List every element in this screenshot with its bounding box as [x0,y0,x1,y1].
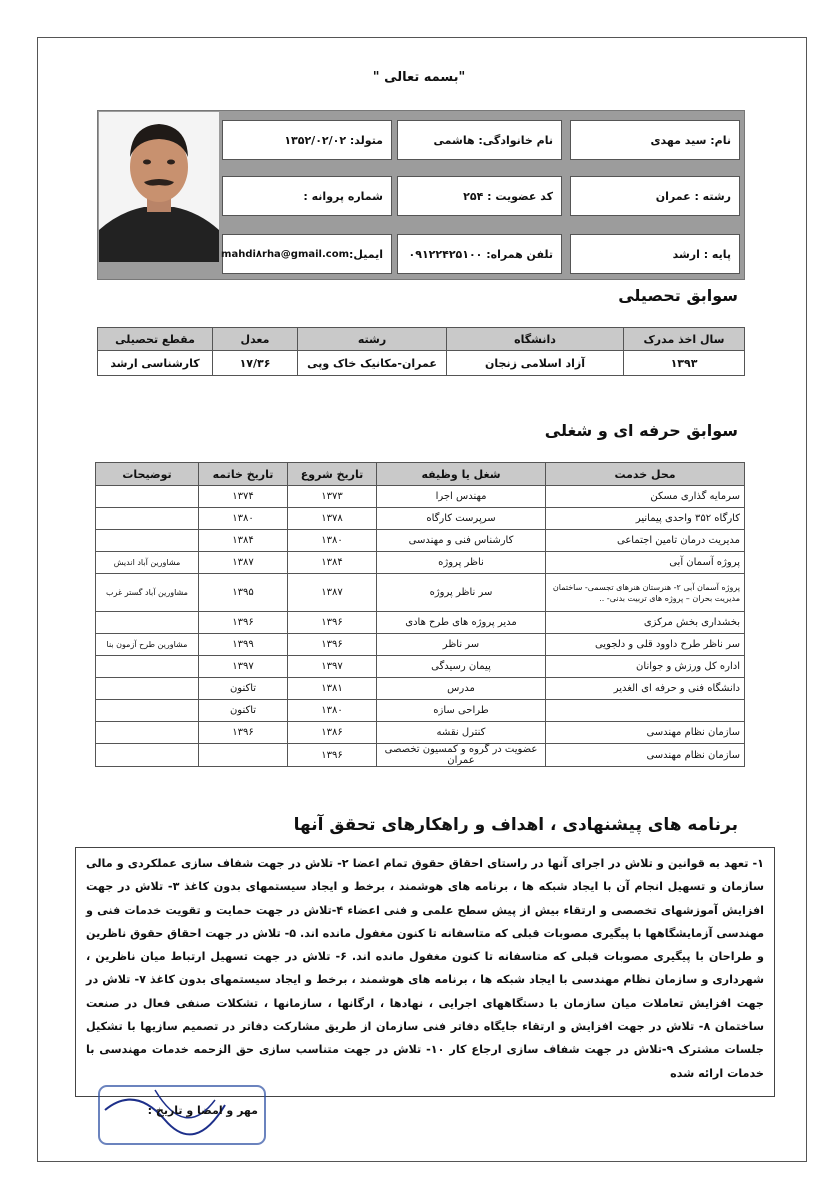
jobs-cell [96,612,199,634]
jobs-cell: پروژه آسمان آبی ۲- هنرستان هنرهای تجسمی- ساختمان مدیریت بحران – پروژه های تربیت بدنی- .. [546,574,745,612]
education-cell: کارشناسی ارشد [98,351,213,376]
education-title: سوابق تحصیلی [618,286,738,305]
jobs-cell [96,486,199,508]
jobs-cell: ۱۳۹۶ [199,612,288,634]
jobs-row [96,574,745,612]
jobs-cell: ۱۳۹۷ [288,656,377,678]
jobs-cell: ۱۳۸۴ [288,552,377,574]
jobs-cell: ۱۳۷۳ [288,486,377,508]
email-value: mahdi۸rha@gmail.com [221,248,350,260]
jobs-cell: کارشناس فنی و مهندسی [377,530,546,552]
education-header-cell: سال اخذ مدرک [624,328,745,351]
phone-field: تلفن همراه: ۰۹۱۲۲۴۲۵۱۰۰ [397,234,562,274]
jobs-cell [96,722,199,744]
goals-text: ۱- تعهد به قوانین و تلاش در اجرای آنها در راستای احقاق حقوق تمام اعضا ۲- تلاش در جهت شفاف سازی عملکردی و مالی سازمان و تسهیل انجام آن با ایجاد شبکه ها ، برنامه های هوشمند ، برخط و ایجاد سیستمهای بدون کاغذ ۳- تلاش در جهت افزایش آموزشهای تخصصی و ارتقاء بیش از پیش سطح علمی و فنی اعضاء ۴-تلاش در جهت حمایت و تقویت خدمات فنی و مهندسی آزمایشگاهها با پیگیری مصوبات قبلی که متاسفانه تا کنون مغفول مانده اند. ۵- تلاش در جهت احقاق حقوق ناظرین و طراحان با پیگیری مصوبات قبلی که متاسفانه تا کنون مغفول مانده اند. ۶- تلاش در جهت تسهیل ارتباط میان ناظرین ، شهرداری و سازمان نظام مهندسی با ایجاد شبکه ها ، برنامه های هوشمند ، برخط و ایجاد سیستمهای بدون کاغذ ۷- تلاش در جهت افزایش تعاملات میان سازمان با دستگاههای اجرایی ، نهادها ، ارگانها ، سازمانها ، تشکلات صنفی فعال در صنعت ساختمان ۸- تلاش در جهت افزایش و ارتقاء جایگاه دفاتر فنی سازمان از طریق مشارکت دفاتر در تصمیم سازیها با تشکیل جلسات مشترک ۹-تلاش در جهت شفاف سازی ارجاع کار ۱۰- تلاش در جهت متناسب سازی حق الزحمه خدمات مهندسی با خدمات ارائه شده [75,847,775,1097]
education-cell: آزاد اسلامی زنجان [447,351,624,376]
jobs-row [96,508,745,530]
profile-photo [99,112,219,262]
jobs-title: سوابق حرفه ای و شغلی [544,421,738,440]
jobs-cell: ناظر پروژه [377,552,546,574]
person-portrait-image [99,112,219,262]
jobs-cell: کارگاه ۳۵۲ واحدی پیمانیر [546,508,745,530]
jobs-cell: سرمایه گذاری مسکن [546,486,745,508]
jobs-cell: ۱۳۸۰ [199,508,288,530]
stamp-area [95,1080,270,1150]
jobs-cell: ۱۳۸۱ [288,678,377,700]
jobs-cell: بخشداری بخش مرکزی [546,612,745,634]
jobs-cell: ۱۳۹۶ [288,634,377,656]
jobs-row [96,722,745,744]
stamp-label: مهر و امضا و تاریخ : [147,1104,258,1117]
jobs-cell [96,656,199,678]
jobs-row [96,744,745,767]
jobs-cell: ۱۳۹۹ [199,634,288,656]
jobs-header-row [96,463,745,486]
jobs-cell: دانشگاه فنی و حرفه ای الغدیر [546,678,745,700]
jobs-cell: طراحی سازه [377,700,546,722]
jobs-cell: مدیریت درمان تامین اجتماعی [546,530,745,552]
education-row [98,351,745,376]
education-cell: عمران-مکانیک خاک وپی [298,351,447,376]
license-field: شماره پروانه : [222,176,392,216]
email-label: ایمیل: [349,247,383,261]
jobs-cell [96,678,199,700]
jobs-cell: تاکنون [199,678,288,700]
jobs-header-cell: تاریخ خاتمه [199,463,288,486]
education-cell: ۱۷/۳۶ [213,351,298,376]
jobs-cell: مهندس اجرا [377,486,546,508]
jobs-row [96,530,745,552]
jobs-row [96,678,745,700]
jobs-cell: ۱۳۸۴ [199,530,288,552]
jobs-cell: پیمان رسیدگی [377,656,546,678]
major-field: رشته : عمران [570,176,740,216]
jobs-cell: اداره کل ورزش و جوانان [546,656,745,678]
jobs-header-cell: شغل یا وظیفه [377,463,546,486]
jobs-header-cell: توضیحات [96,463,199,486]
birth-field: متولد: ۱۳۵۲/۰۲/۰۲ [222,120,392,160]
jobs-cell: مدرس [377,678,546,700]
jobs-cell: سر ناظر طرح داوود قلی و دلجویی [546,634,745,656]
jobs-cell: سازمان نظام مهندسی [546,722,745,744]
jobs-cell [96,530,199,552]
jobs-cell: ۱۳۸۰ [288,700,377,722]
jobs-row [96,634,745,656]
email-field [222,234,392,274]
education-header-cell: رشته [298,328,447,351]
jobs-cell: ۱۳۸۷ [199,552,288,574]
jobs-cell: سازمان نظام مهندسی [546,744,745,767]
jobs-cell: ۱۳۹۵ [199,574,288,612]
jobs-body [96,486,745,767]
degree-field: پایه : ارشد [570,234,740,274]
jobs-row [96,656,745,678]
jobs-cell: کنترل نقشه [377,722,546,744]
jobs-cell: سر ناظر پروژه [377,574,546,612]
jobs-cell [96,700,199,722]
jobs-header-cell: محل خدمت [546,463,745,486]
family-field: نام خانوادگی: هاشمی [397,120,562,160]
jobs-cell: ۱۳۹۶ [199,722,288,744]
jobs-cell: مدیر پروژه های طرح هادی [377,612,546,634]
jobs-table [95,462,745,767]
jobs-header-cell: تاریخ شروع [288,463,377,486]
jobs-cell: مشاورین آباد اندیش [96,552,199,574]
jobs-cell: ۱۳۹۷ [199,656,288,678]
jobs-cell [199,744,288,767]
education-cell: ۱۳۹۳ [624,351,745,376]
jobs-cell: عضویت در گروه و کمسیون تخصصی عمران [377,744,546,767]
jobs-row [96,612,745,634]
jobs-cell: مشاورین آباد گستر غرب [96,574,199,612]
member-code-field: کد عضویت : ۲۵۴ [397,176,562,216]
jobs-cell: پروژه آسمان آبی [546,552,745,574]
jobs-cell: ۱۳۸۷ [288,574,377,612]
name-field: نام: سید مهدی [570,120,740,160]
jobs-cell: ۱۳۷۸ [288,508,377,530]
jobs-cell [96,508,199,530]
education-table [97,327,745,376]
goals-title: برنامه های پیشنهادی ، اهداف و راهکارهای تحقق آنها [293,815,738,835]
education-header-cell: مقطع تحصیلی [98,328,213,351]
jobs-cell: ۱۳۹۶ [288,612,377,634]
jobs-cell: ۱۳۹۶ [288,744,377,767]
jobs-row [96,700,745,722]
jobs-cell: ۱۳۸۰ [288,530,377,552]
jobs-cell: مشاورین طرح آزمون بنا [96,634,199,656]
jobs-cell: ۱۳۷۴ [199,486,288,508]
jobs-row [96,486,745,508]
document-heading: " بسمه تعالی" [372,70,466,85]
jobs-cell: تاکنون [199,700,288,722]
jobs-row [96,552,745,574]
education-header-row [98,328,745,351]
jobs-cell: ۱۳۸۶ [288,722,377,744]
education-header-cell: دانشگاه [447,328,624,351]
jobs-cell: سر ناظر [377,634,546,656]
education-header-cell: معدل [213,328,298,351]
jobs-cell: سرپرست کارگاه [377,508,546,530]
jobs-cell [96,744,199,767]
jobs-cell [546,700,745,722]
